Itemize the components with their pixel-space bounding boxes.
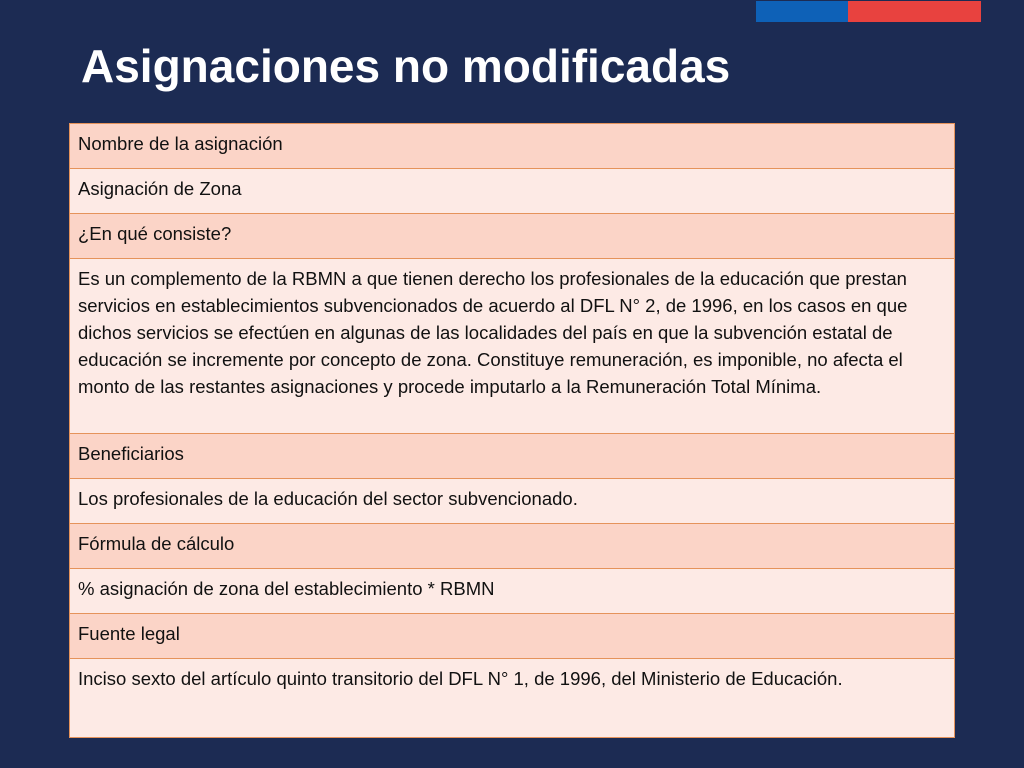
- flag-stripe-blue: [756, 1, 848, 22]
- table-row-header: [70, 214, 955, 259]
- table-row-header: [70, 614, 955, 659]
- table-row-header: [70, 524, 955, 569]
- cell-beneficiaries-value: Los profesionales de la educación del sector subvencionado.: [70, 479, 955, 524]
- table-row-value: [70, 569, 955, 614]
- table-row-value: [70, 169, 955, 214]
- table-row-value: [70, 259, 955, 434]
- cell-legal-source-label: Fuente legal: [70, 614, 955, 659]
- allowance-table: [69, 123, 955, 738]
- cell-formula-value: % asignación de zona del establecimiento * RBMN: [70, 569, 955, 614]
- table-row-value: [70, 479, 955, 524]
- cell-description-label: ¿En qué consiste?: [70, 214, 955, 259]
- cell-legal-source-value: Inciso sexto del artículo quinto transitorio del DFL N° 1, de 1996, del Ministerio de Educación.: [70, 659, 955, 738]
- table-row-value: [70, 659, 955, 738]
- cell-formula-label: Fórmula de cálculo: [70, 524, 955, 569]
- flag-stripe-red: [848, 1, 981, 22]
- cell-allowance-name-label: Nombre de la asignación: [70, 124, 955, 169]
- flag-stripe: [756, 1, 981, 22]
- table-row-header: [70, 434, 955, 479]
- cell-allowance-name-value: Asignación de Zona: [70, 169, 955, 214]
- slide-title: Asignaciones no modificadas: [81, 40, 731, 92]
- cell-beneficiaries-label: Beneficiarios: [70, 434, 955, 479]
- table-row-header: [70, 124, 955, 169]
- cell-description-value: Es un complemento de la RBMN a que tienen derecho los profesionales de la educación que prestan servicios en establecimientos subvencionados de acuerdo al DFL N° 2, de 1996, en los casos en que dichos servicios se efectúen en algunas de las localidades del país en que la subvención estatal de educación se incremente por concepto de zona. Constituye remuneración, es imponible, no afecta el monto de las restantes asignaciones y procede imputarlo a la Remuneración Total Mínima.: [70, 259, 955, 434]
